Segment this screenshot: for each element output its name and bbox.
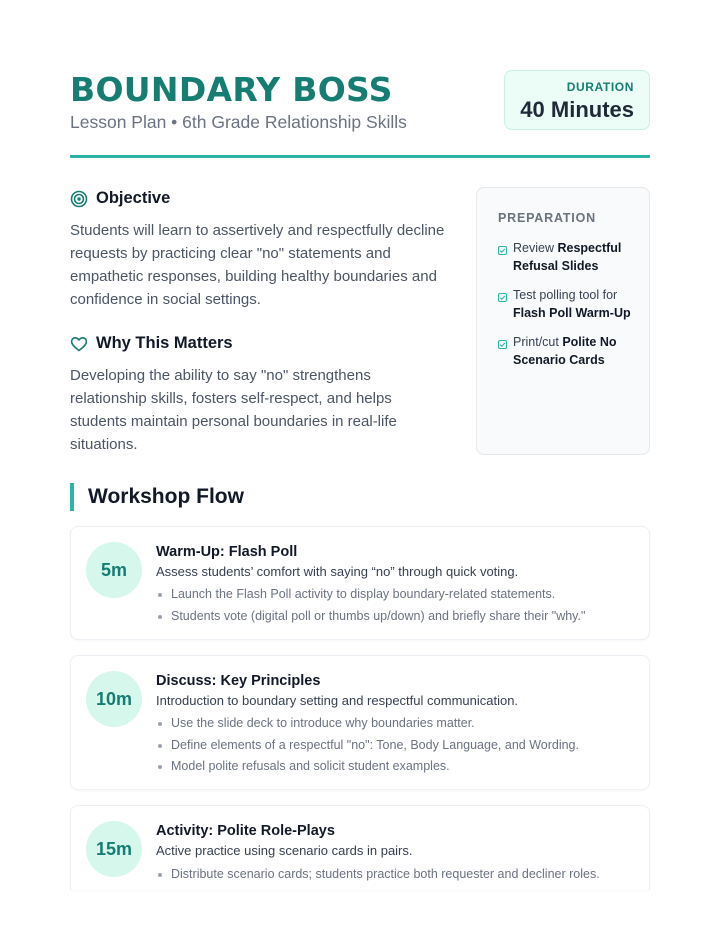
page-subtitle: Lesson Plan • 6th Grade Relationship Skills (70, 112, 407, 132)
step-card-discuss (70, 655, 650, 790)
checkbox-icon (498, 243, 507, 252)
objective-title: Objective (96, 189, 171, 207)
preparation-list (498, 240, 638, 381)
checkbox-icon (498, 337, 507, 346)
workshop-flow-heading: Workshop Flow (70, 483, 244, 511)
preparation-item-bold: Respectful Refusal Slides (513, 241, 622, 273)
step-bullet: Launch the Flash Poll activity to display boundary-related statements. (156, 584, 636, 606)
step-title: Warm-Up: Flash Poll (156, 544, 298, 560)
time-badge: 5m (86, 542, 142, 598)
preparation-title: PREPARATION (498, 211, 596, 225)
objective-text: Students will learn to assertively and respectfully decline requests by practicing clear "no" statements and empathetic responses, building healthy boundaries and confidence in social settings. (70, 222, 445, 308)
step-bullet: Model polite refusals and solicit student examples. (156, 756, 636, 778)
step-card-warmup (70, 526, 650, 640)
objective-heading (70, 189, 170, 208)
header (70, 70, 650, 140)
duration-value: 40 Minutes (520, 97, 634, 122)
step-card-activity (70, 805, 650, 890)
preparation-item-text: Test polling tool for (513, 288, 618, 302)
time-badge: 15m (86, 821, 142, 877)
target-icon (70, 190, 88, 208)
step-description: Introduction to boundary setting and respectful communication. (156, 693, 519, 708)
preparation-item-text: Review (513, 241, 558, 255)
why-text: Developing the ability to say "no" strengthens relationship skills, fosters self-respect, and helps students maintain personal boundaries in real-life situations. (70, 367, 397, 453)
step-bullet: Use the slide deck to introduce why boundaries matter. (156, 713, 636, 735)
step-bullet: Students vote (digital poll or thumbs up/down) and briefly share their "why." (156, 606, 636, 628)
duration-label: DURATION (566, 80, 634, 94)
page-title: BOUNDARY BOSS (70, 70, 393, 109)
preparation-item (498, 287, 638, 322)
step-bullets (156, 713, 636, 778)
step-bullet: Define elements of a respectful "no": Tone, Body Language, and Wording. (156, 735, 636, 757)
step-bullets (156, 584, 636, 627)
step-bullet: Distribute scenario cards; students practice both requester and decliner roles. (156, 864, 636, 886)
preparation-item (498, 240, 638, 275)
duration-box (504, 70, 650, 130)
preparation-item (498, 334, 638, 369)
step-bullets (156, 864, 636, 886)
checkbox-icon (498, 290, 507, 299)
heart-icon (70, 335, 88, 353)
time-badge: 10m (86, 671, 142, 727)
step-title: Activity: Polite Role-Plays (156, 823, 335, 839)
why-heading (70, 334, 233, 353)
preparation-card (476, 187, 650, 455)
header-divider (70, 155, 650, 158)
step-description: Active practice using scenario cards in pairs. (156, 843, 413, 858)
preparation-item-bold: Polite No Scenario Cards (513, 335, 617, 367)
why-title: Why This Matters (96, 334, 233, 352)
preparation-item-text: Print/cut (513, 335, 563, 349)
step-title: Discuss: Key Principles (156, 673, 321, 689)
preparation-item-bold: Flash Poll Warm-Up (513, 305, 631, 320)
step-description: Assess students’ comfort with saying “no” through quick voting. (156, 564, 519, 579)
